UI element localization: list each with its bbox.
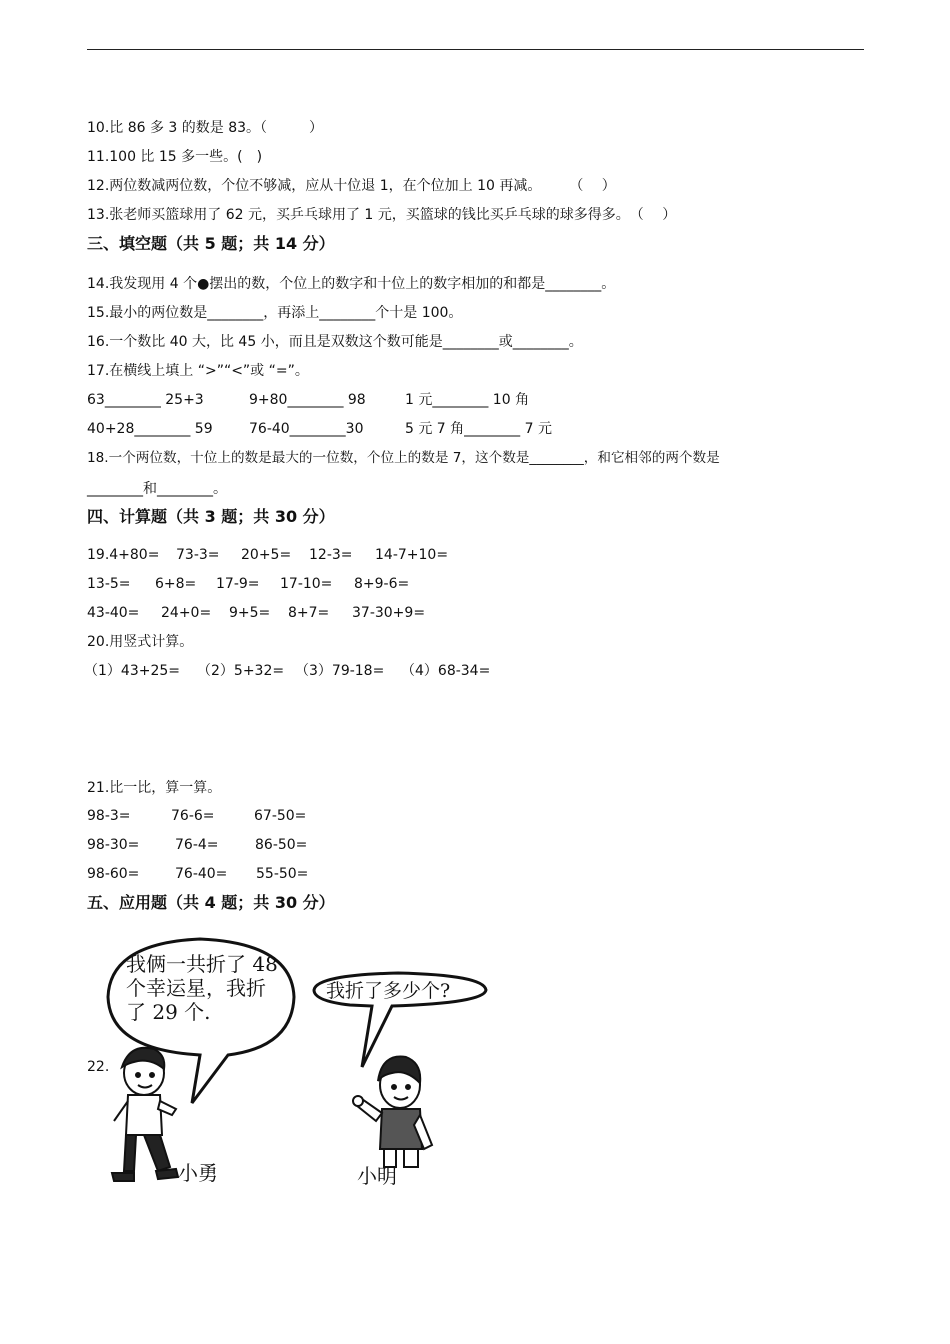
- calc-item: 67-50=: [254, 808, 307, 824]
- section-5-heading: 五、应用题（共 4 题；共 30 分）: [87, 893, 335, 912]
- calc-item: 8+9-6=: [354, 576, 410, 592]
- q17-item: 1 元________ 10 角: [405, 392, 530, 408]
- calc-item: 13-5=: [87, 576, 131, 592]
- name-xiaoming: 小明: [357, 1164, 397, 1188]
- calc-item: 12-3=: [309, 547, 353, 563]
- question-11: 11.100 比 15 多一些。( ): [87, 149, 263, 165]
- calc-item: 76-40=: [175, 866, 228, 882]
- section-3-heading: 三、填空题（共 5 题；共 14 分）: [87, 234, 335, 253]
- bubble1-line-1: 我俩一共折了 48: [126, 952, 278, 976]
- boy-xiaoming-figure: [353, 1057, 432, 1168]
- question-12: 12.两位数减两位数，个位不够减，应从十位退 1，在个位加上 10 再减。 （ ）: [87, 178, 616, 194]
- boy-xiaoyong-figure: [112, 1048, 178, 1181]
- calc-item: 6+8=: [155, 576, 197, 592]
- q17-item: 76-40________30: [249, 421, 364, 437]
- calc-item: 8+7=: [288, 605, 330, 621]
- calc-item: 19.4+80=: [87, 547, 160, 563]
- q17-item: 63________ 25+3: [87, 392, 204, 408]
- bubble2-text: 我折了多少个?: [326, 980, 451, 1002]
- question-14: 14.我发现用 4 个●摆出的数，个位上的数字和十位上的数字相加的和都是________。: [87, 276, 616, 292]
- calc-item: 73-3=: [176, 547, 220, 563]
- calc-item: 9+5=: [229, 605, 271, 621]
- vertical-calc-item: （3）79-18=: [295, 663, 385, 679]
- question-20: 20.用竖式计算。: [87, 634, 194, 650]
- calc-item: 55-50=: [256, 866, 309, 882]
- name-xiaoyong: 小勇: [178, 1161, 218, 1185]
- calc-item: 86-50=: [255, 837, 308, 853]
- calc-item: 24+0=: [161, 605, 212, 621]
- question-18-line-1: 18.一个两位数，十位上的数是最大的一位数，个位上的数是 7，这个数是________，和它相邻的两个数是: [87, 450, 720, 466]
- calc-item: 43-40=: [87, 605, 140, 621]
- vertical-calc-item: （1）43+25=: [84, 663, 180, 679]
- question-16: 16.一个数比 40 大，比 45 小，而且是双数这个数可能是________或________。: [87, 334, 583, 350]
- question-18-line-2: ________和________。: [87, 481, 227, 497]
- question-13: 13.张老师买篮球用了 62 元，买乒乓球用了 1 元，买篮球的钱比买乒乓球的球多得多。 （ ）: [87, 207, 677, 223]
- calc-item: 98-3=: [87, 808, 131, 824]
- calc-item: 17-9=: [216, 576, 260, 592]
- header-rule: [87, 49, 864, 50]
- vertical-calc-item: （2）5+32=: [197, 663, 285, 679]
- bubble1-line-2: 个幸运星，我折: [126, 976, 266, 1000]
- calc-item: 98-60=: [87, 866, 140, 882]
- question-10: 10.比 86 多 3 的数是 83。（ ）: [87, 120, 324, 136]
- section-4-heading: 四、计算题（共 3 题；共 30 分）: [87, 507, 335, 526]
- q17-item: 40+28________ 59: [87, 421, 213, 437]
- calc-item: 14-7+10=: [375, 547, 449, 563]
- question-21: 21.比一比，算一算。: [87, 780, 222, 796]
- calc-item: 98-30=: [87, 837, 140, 853]
- vertical-calc-item: （4）68-34=: [401, 663, 491, 679]
- calc-item: 37-30+9=: [352, 605, 426, 621]
- bubble1-line-3: 了 29 个.: [126, 1000, 211, 1024]
- q17-item: 9+80________ 98: [249, 392, 366, 408]
- calc-item: 17-10=: [280, 576, 333, 592]
- q17-item: 5 元 7 角________ 7 元: [405, 421, 552, 437]
- question-15: 15.最小的两位数是________，再添上________个十是 100。: [87, 305, 463, 321]
- calc-item: 76-4=: [175, 837, 219, 853]
- cartoon-illustration: [100, 935, 500, 1195]
- question-17: 17.在横线上填上 “>”“<”或 “=”。: [87, 363, 309, 379]
- calc-item: 76-6=: [171, 808, 215, 824]
- calc-item: 20+5=: [241, 547, 292, 563]
- question-22: 22.: [87, 1059, 110, 1075]
- speech-bubble-xiaoming: [314, 973, 486, 1067]
